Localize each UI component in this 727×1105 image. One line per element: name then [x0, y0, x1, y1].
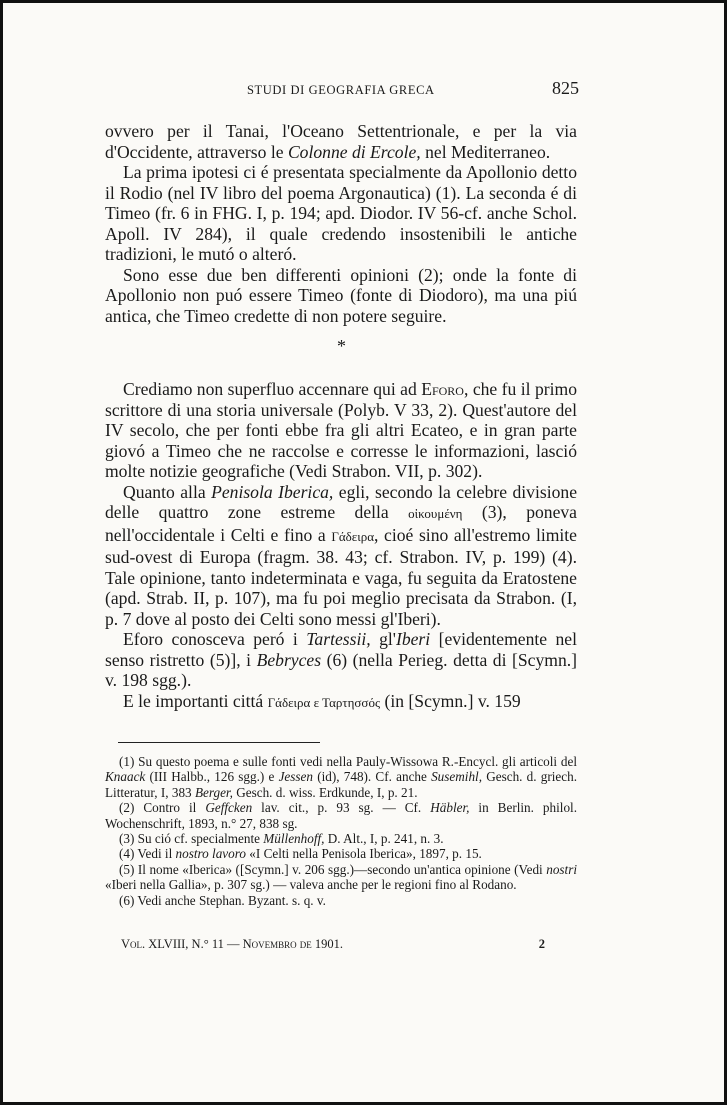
lower-text [105, 379, 577, 713]
upper-text [105, 121, 577, 326]
page-number: 825 [552, 78, 579, 98]
running-title: STUDI DI GEOGRAFIA GRECA [247, 83, 435, 97]
paragraph-3: Sono esse due ben differenti opinioni (2); onde la fonte di Apollonio non puó essere Timeo (fonte di Diodoro), ma una piú antica, che Timeo credette di non potere seguire. [105, 264, 577, 326]
footnote-2: (2) Contro il Geffcken lav. cit., p. 93 sg. — Cf. Häbler, in Berlin. philol. Wochenschrift, 1893, n.° 27, 838 sg. [105, 800, 578, 831]
page-footer [121, 937, 545, 952]
footnote-rule [118, 742, 320, 743]
volume-line: Vol. XLVIII, N.° 11 — Novembro de 1901. [121, 937, 344, 951]
paragraph-6: Eforo conosceva peró i Tartessii, gl'Iberi [evidentemente nel senso ristretto (5)], i Bebryces (6) (nella Perieg. detta di [Scymn.] v. 198 sgg.). [105, 629, 578, 690]
footnotes [105, 754, 577, 908]
signature-mark: 2 [538, 937, 545, 951]
footnote-5: (5) Il nome «Iberica» ([Scymn.] v. 206 sgg.)—secondo un'antica opinione (Vedi nostri «Iberi nella Gallia», p. 307 sg.) — valeva anche per le regioni fino al Rodano. [105, 861, 577, 893]
footnote-1: (1) Su questo poema e sulle fonti vedi nella Pauly-Wissowa R.-Encycl. gli articoli del Knaack (III Halbb., 126 sgg.) e Jessen (id), 748). Cf. anche Susemihl, Gesch. d. griech. Litteratur, I, 383 Berger, Gesch. d. wiss. Erdkunde, I, p. 21. [105, 754, 578, 800]
section-separator: * [337, 336, 346, 356]
footnote-4: (4) Vedi il nostro lavoro «I Celti nella Penisola Iberica», 1897, p. 15. [119, 846, 482, 862]
paragraph-7: E le importanti cittá Γάδειρα ε Ταρτησσός (in [Scymn.] v. 159 [123, 690, 521, 711]
paragraph-4: Crediamo non superfluo accennare qui ad Eforo, che fu il primo scrittore di una storia universale (Polyb. V 33, 2). Quest'autore del IV secolo, che per fonti ebbe fra gli altri Ecateo, e in gran parte giovó a Timeo che ne raccolse e corresse le informazioni, lasció molte notizie geografiche (Vedi Strabon. VII, p. 302). [105, 379, 577, 481]
paragraph-2: La prima ipotesi ci é presentata specialmente da Apollonio detto il Rodio (nel IV libro del poema Argonautica) (1). La seconda é di Timeo (fr. 6 in FHG. I, p. 194; apd. Diodor. IV 56-cf. anche Schol. Apoll. IV 284), il quale credendo insostenibili le antiche tradizioni, le mutó o alteró. [105, 162, 577, 264]
paragraph-1: ovvero per il Tanai, l'Oceano Settentrionale, e per la via d'Occidente, attraverso le Colonne di Ercole, nel Mediterraneo. [105, 121, 577, 162]
paragraph-5: Quanto alla Penisola Iberica, egli, secondo la celebre divisione delle quattro zone estreme della οἰκουμένη (3), poneva nell'occidentale i Celti e fino a Γάδειρα, cioé sino all'estremo limite sud-ovest di Europa (fragm. 38. 43; cf. Strabon. IV, p. 199) (4). Tale opinione, tanto indeterminata e vaga, fu seguita da Eratostene (apd. Strab. II, p. 107), ma fu poi meglio precisata da Strabon. (I, p. 7 dove al posto dei Celti sono messi gl'Iberi). [105, 481, 578, 629]
footnote-3: (3) Su ció cf. specialmente Müllenhoff, D. Alt., I, p. 241, n. 3. [119, 831, 444, 847]
footnote-6: (6) Vedi anche Stephan. Byzant. s. q. v. [119, 892, 326, 908]
